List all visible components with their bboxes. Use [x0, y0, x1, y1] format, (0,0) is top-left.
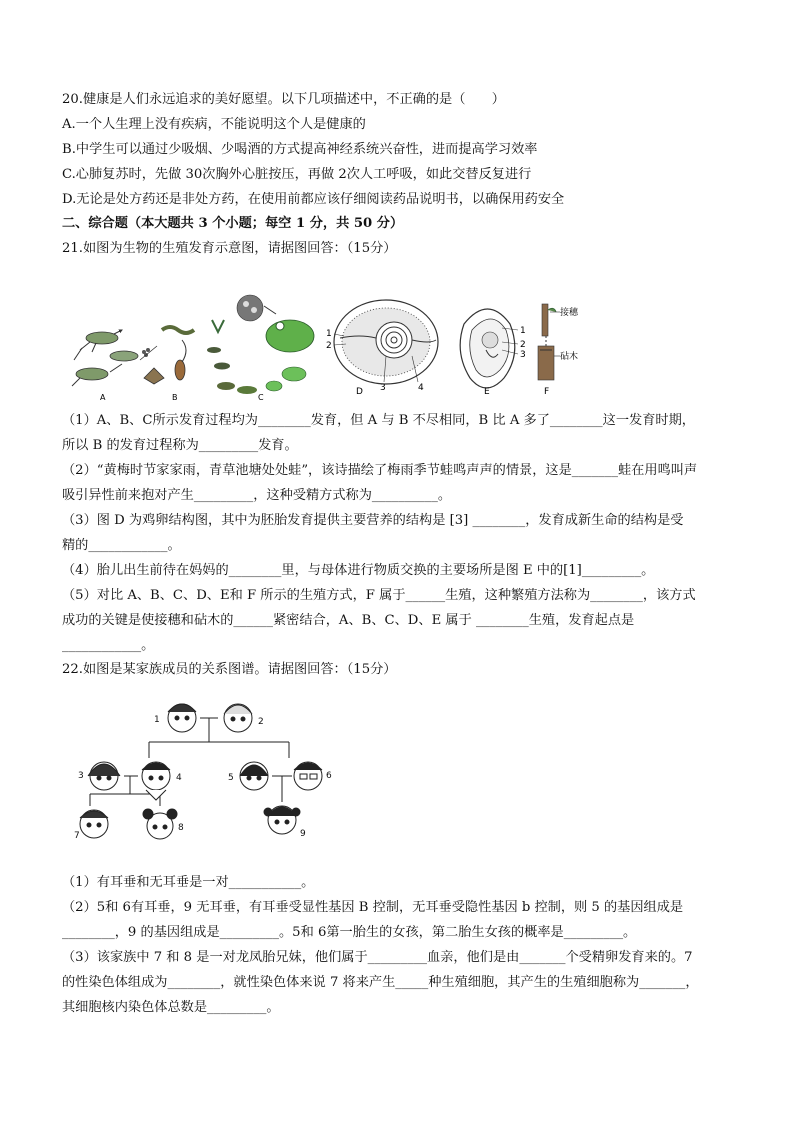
butterfly-cycle-illustration	[140, 327, 194, 384]
pedigree-label-2: 2	[258, 717, 264, 727]
label-d: D	[356, 387, 363, 397]
label-stock: 砧木	[560, 352, 579, 362]
person-7-face	[80, 810, 108, 838]
label-c: C	[258, 393, 264, 402]
q20-option-a: A.一个人生理上没有疾病，不能说明这个人是健康的	[62, 117, 366, 132]
frog-cycle-illustration	[207, 295, 314, 394]
q22-line: （2）5和 6有耳垂，9 无耳垂，有耳垂受显性基因 B 控制，无耳垂受隐性基因 b 控制，则 5 的基因组成是	[62, 900, 684, 915]
q21-line: （3）图 D 为鸡卵结构图，其中为胚胎发育提供主要营养的结构是 [3] ________，发育成新生命的结构是受	[62, 513, 684, 528]
pedigree-label-6: 6	[326, 771, 332, 781]
reproduction-figure	[62, 290, 582, 402]
section-heading: 二、综合题（本大题共 3 个小题；每空 1 分，共 50 分）	[62, 216, 404, 231]
q22-line: （3）该家族中 7 和 8 是一对龙凤胎兄妹，他们属于_________血亲，他们是由_______个受精卵发育来的。7	[62, 950, 693, 965]
q21-line: 成功的关键是使接穗和砧木的______紧密结合，A、B、C、D、E 属于 ________生殖，发育起点是	[62, 613, 635, 628]
pedigree-label-4: 4	[176, 773, 182, 783]
q21-line: （2）“黄梅时节家家雨，青草池塘处处蛙”，该诗描绘了梅雨季节蛙鸣声声的情景，这是_______蛙在用鸣叫声	[62, 463, 698, 478]
chicken-egg-diagram	[334, 300, 438, 384]
q21-stem: 21.如图为生物的生殖发育示意图，请据图回答：（15分）	[62, 241, 397, 256]
label-scion: 接穗	[560, 308, 579, 318]
label-e1: 1	[520, 326, 526, 336]
pedigree-label-1: 1	[154, 715, 160, 725]
pedigree-label-5: 5	[228, 773, 234, 783]
person-5-face	[240, 762, 268, 790]
q21-line: 所以 B 的发育过程称为_________发育。	[62, 438, 298, 453]
q20-option-c: C.心肺复苏时，先做 30次胸外心脏按压，再做 2次人工呼吸，如此交替反复进行	[62, 167, 532, 182]
label-d2: 2	[326, 341, 332, 351]
pedigree-label-8: 8	[178, 823, 184, 833]
person-2-face	[224, 704, 252, 732]
label-d4: 4	[418, 383, 424, 393]
q21-line: ____________。	[62, 638, 155, 653]
q20-option-d: D.无论是处方药还是非处方药，在使用前都应该仔细阅读药品说明书，以确保用药安全	[62, 192, 565, 207]
q21-line: （4）胎儿出生前待在妈妈的________里，与母体进行物质交换的主要场所是图 E 中的[1]_________。	[62, 563, 655, 578]
label-e: E	[484, 387, 490, 397]
family-pedigree-figure	[66, 690, 356, 860]
pedigree-label-9: 9	[300, 829, 306, 839]
grafting-diagram	[538, 304, 560, 380]
person-3-face	[88, 762, 120, 790]
q22-line: ________，9 的基因组成是_________。5和 6第一胎生的女孩，第二胎生女孩的概率是_________。	[62, 925, 637, 940]
person-8-face	[143, 809, 177, 839]
q20-option-b: B.中学生可以通过少吸烟、少喝酒的方式提高神经系统兴奋性，进而提高学习效率	[62, 142, 538, 157]
q21-line: （1）A、B、C所示发育过程均为________发育，但 A 与 B 不尽相同，B 比 A 多了________这一发育时期，	[62, 413, 695, 428]
label-b: B	[172, 393, 178, 402]
label-e3: 3	[520, 350, 526, 360]
pedigree-label-7: 7	[74, 831, 80, 841]
person-9-face	[264, 806, 300, 834]
person-1-face	[168, 704, 196, 732]
q21-line: 精的____________。	[62, 538, 181, 553]
q20-stem: 20.健康是人们永远追求的美好愿望。以下几项描述中，不正确的是（ ）	[62, 92, 505, 107]
q22-line: 其细胞核内染色体总数是_________。	[62, 1000, 280, 1015]
q21-line: 吸引异性前来抱对产生_________，这种受精方式称为__________。	[62, 488, 452, 503]
label-f: F	[544, 387, 550, 397]
q22-line: 的性染色体组成为________，就性染色体来说 7 将来产生_____种生殖细胞，其产生的生殖细胞称为_______，	[62, 975, 699, 990]
q22-line: （1）有耳垂和无耳垂是一对___________。	[62, 875, 315, 890]
label-d1: 1	[326, 329, 332, 339]
label-d3: 3	[380, 383, 386, 393]
fetus-uterus-diagram	[460, 309, 518, 388]
q22-stem: 22.如图是某家族成员的关系图谱。请据图回答：（15分）	[62, 662, 397, 677]
pedigree-label-3: 3	[78, 771, 84, 781]
label-e2: 2	[520, 340, 526, 350]
q21-line: （5）对比 A、B、C、D、E和 F 所示的生殖方式，F 属于______生殖，这种繁殖方法称为________，该方式	[62, 588, 696, 603]
grasshopper-cycle-illustration	[72, 330, 138, 386]
label-a: A	[100, 393, 106, 402]
person-6-face	[294, 762, 322, 790]
